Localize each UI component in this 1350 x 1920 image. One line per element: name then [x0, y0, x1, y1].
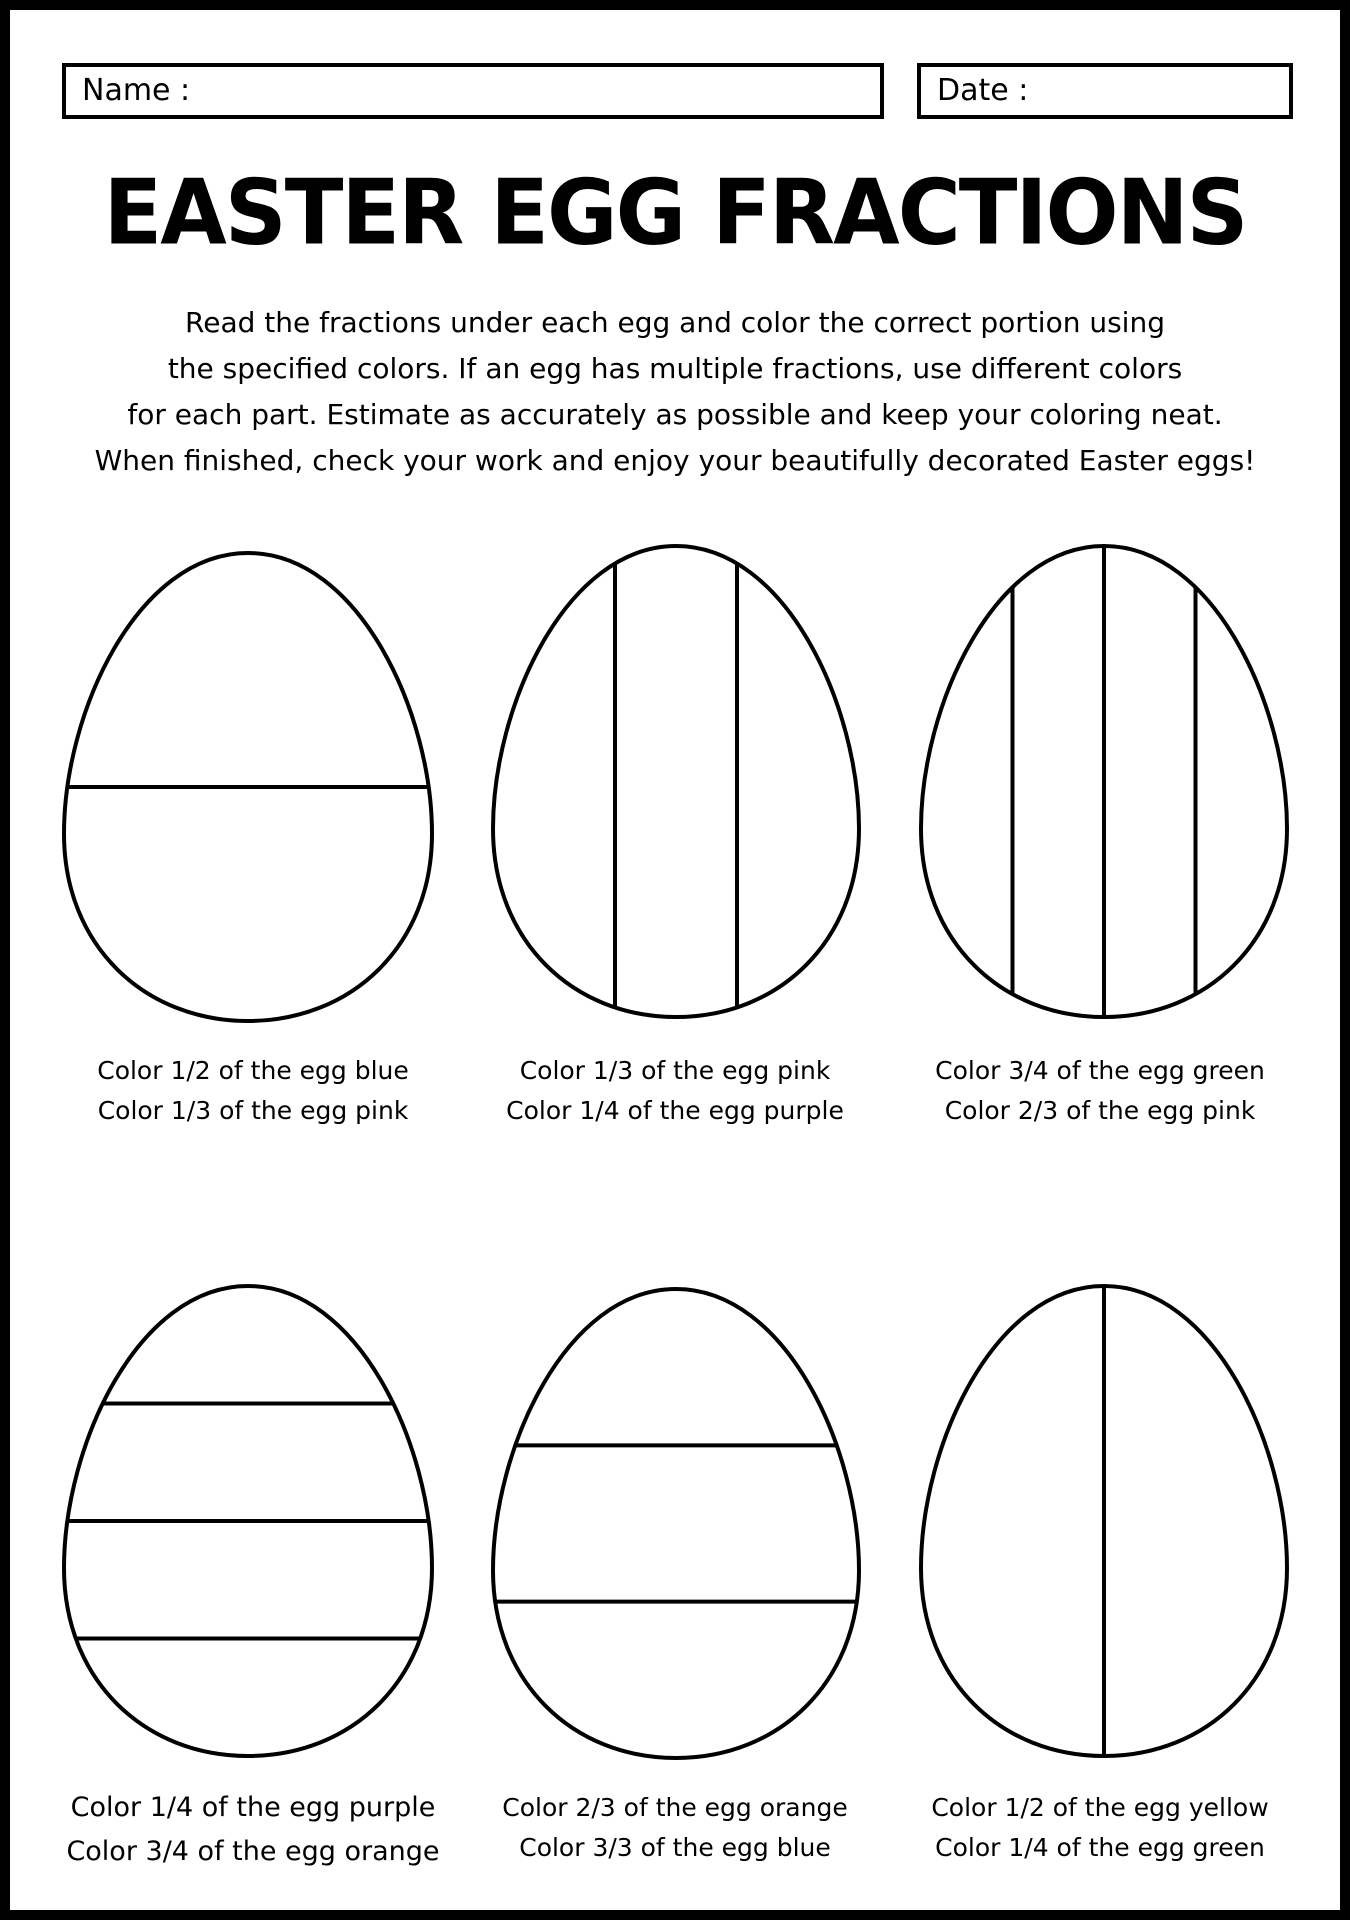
egg-2-divisions [615, 536, 737, 1027]
egg-3-caption-line-2: Color 2/3 of the egg pink [944, 1096, 1256, 1125]
egg-1-caption [43, 1051, 463, 1131]
egg-2-caption-line-1: Color 1/3 of the egg pink [519, 1056, 831, 1085]
egg-5-divisions [483, 1445, 869, 1601]
worksheet-page [10, 10, 1340, 1910]
egg-outline[interactable] [493, 1289, 859, 1758]
egg-5-caption [465, 1788, 885, 1868]
instruction-line: When finished, check your work and enjoy your beautifully decorated Easter eggs! [94, 444, 1256, 477]
egg-6-caption-line-2: Color 1/4 of the egg green [935, 1833, 1265, 1862]
name-label: Name : [82, 73, 191, 108]
egg-1-caption-line-2: Color 1/3 of the egg pink [97, 1096, 409, 1125]
egg-2-caption [465, 1051, 885, 1131]
egg-6 [921, 1276, 1287, 1766]
eggs-grid [10, 10, 1340, 1910]
egg-4-caption-line-1: Color 1/4 of the egg purple [70, 1792, 436, 1823]
egg-3-caption [890, 1051, 1310, 1131]
egg-6-caption [890, 1788, 1310, 1868]
egg-3-divisions [1013, 536, 1196, 1027]
date-label: Date : [937, 73, 1029, 108]
egg-6-caption-line-1: Color 1/2 of the egg yellow [931, 1793, 1269, 1822]
egg-1-caption-line-1: Color 1/2 of the egg blue [97, 1056, 409, 1085]
egg-1 [54, 553, 442, 1021]
instruction-line: Read the fractions under each egg and color the correct portion using [185, 306, 1165, 339]
egg-4-caption [43, 1786, 463, 1874]
egg-5 [483, 1289, 869, 1758]
egg-2-caption-line-2: Color 1/4 of the egg purple [506, 1096, 844, 1125]
egg-5-caption-line-1: Color 2/3 of the egg orange [502, 1793, 848, 1822]
instruction-line: for each part. Estimate as accurately as possible and keep your coloring neat. [127, 398, 1223, 431]
egg-5-caption-line-2: Color 3/3 of the egg blue [519, 1833, 831, 1862]
egg-2 [493, 536, 859, 1027]
egg-4 [54, 1286, 442, 1756]
egg-outline[interactable] [493, 546, 859, 1017]
egg-4-caption-line-2: Color 3/4 of the egg orange [66, 1836, 440, 1867]
instruction-line: the specified colors. If an egg has multiple fractions, use different colors [167, 352, 1183, 385]
egg-3 [921, 536, 1287, 1027]
egg-4-divisions [54, 1404, 442, 1639]
egg-3-caption-line-1: Color 3/4 of the egg green [935, 1056, 1265, 1085]
page-title: EASTER EGG FRACTIONS [103, 160, 1247, 266]
